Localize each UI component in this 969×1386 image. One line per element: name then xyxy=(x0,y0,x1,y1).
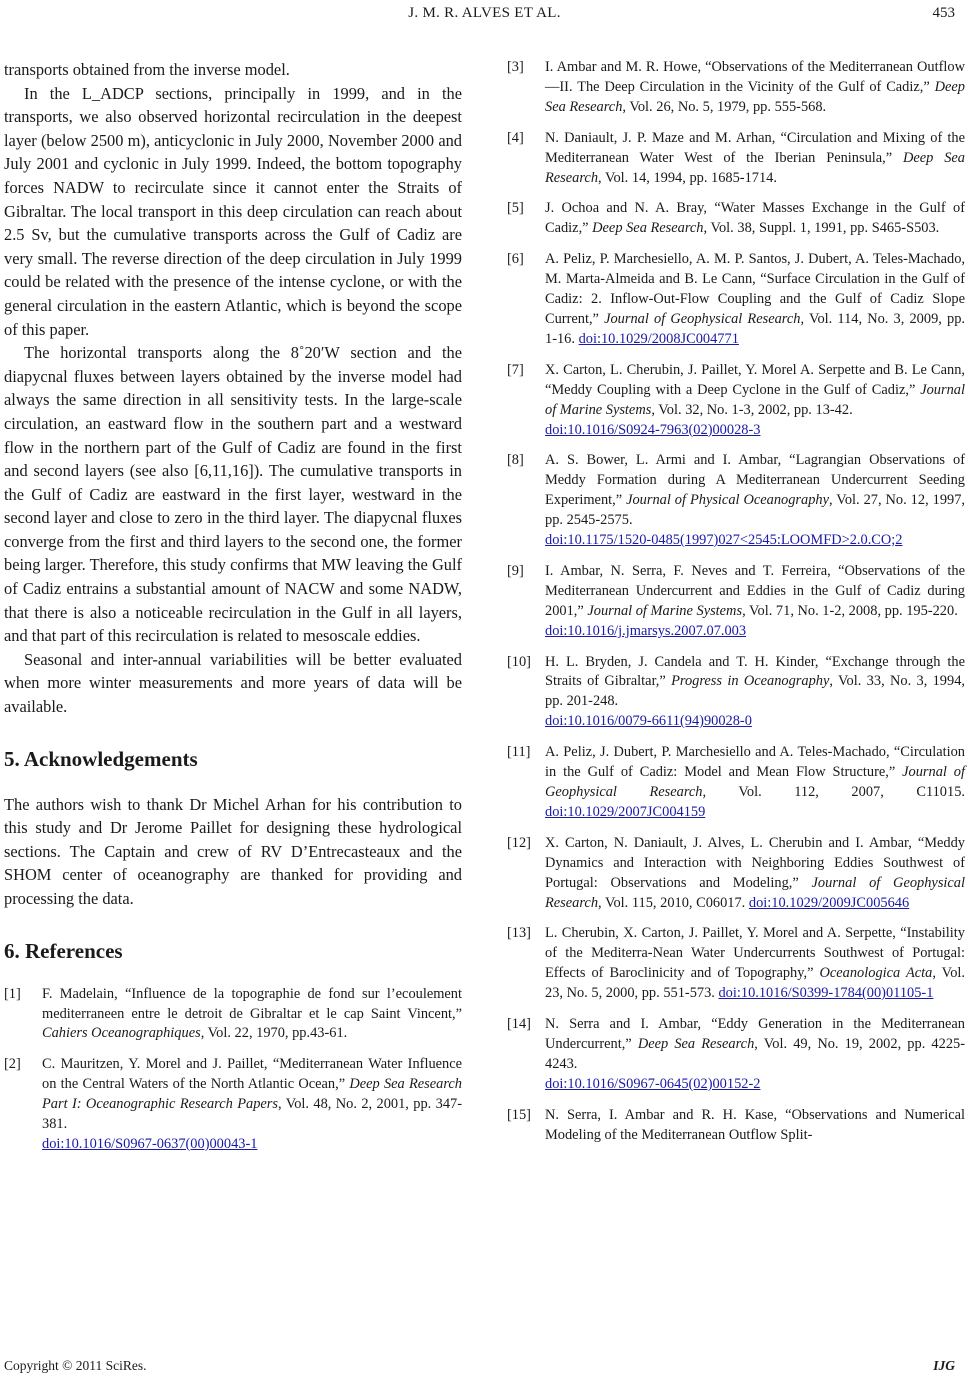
reference-number: [15] xyxy=(507,1106,531,1123)
reference-details: , Vol. 33, No. 3, 1994, pp. 201-248. xyxy=(545,673,965,710)
acknowledgements-text: The authors wish to thank Dr Michel Arhan for his contribution to this study and Dr Jerome Paillet for designing these hydrological sections. The Captain and crew of RV D’Entrecasteaux and the SHOM center of oceanography are thanked for providing and processing the data. xyxy=(4,794,462,908)
reference-text xyxy=(42,985,462,1045)
page-number: 453 xyxy=(932,5,955,21)
page-header xyxy=(0,5,969,27)
reference-journal: Deep Sea Research xyxy=(637,1035,755,1052)
reference-item xyxy=(507,562,965,642)
paragraph: In the L_ADCP sections, principally in 1999, and in the transports, we also observed horizontal recirculation in the deepest layer (below 2500 m), anticyclonic in July 2000, November 2000 and July 2001 and cyclonic in July 1999. Indeed, the bottom topography forces NADW to recirculate since it cannot enter the Straits of Gibraltar. The local transport in this deep circulation can reach about 2.5 Sv, but the cumulative transports across the Gulf of Cadiz are very small. The reverse direction of the deep circulation in July 1999 could be related with the presence of the intense cyclone, or with the general circulation in the eastern Atlantic, which is beyond the scope of this paper. xyxy=(4,83,462,339)
reference-citation: L. Cherubin, X. Carton, J. Paillet, Y. Morel and A. Serpette, “Instability of the Mediterra-Nean Water Undercurrents Southwest of Portugal: Effects of Baroclinicity and of Topography,” xyxy=(545,925,965,982)
reference-citation: N. Daniault, J. P. Maze and M. Arhan, “Circulation and Mixing of the Mediterranean Water West of the Iberian Peninsula,” xyxy=(545,129,965,166)
reference-citation: I. Ambar and M. R. Howe, “Observations of the Mediterranean Outflow—II. The Deep Circulation in the Vicinity of the Gulf of Cadiz,” xyxy=(545,59,965,95)
reference-details: , Vol. 26, No. 5, 1979, pp. 555-568. xyxy=(622,98,827,115)
doi-link[interactable]: doi:10.1016/0079-6611(94)90028-0 xyxy=(545,713,752,730)
reference-citation: A. S. Bower, L. Armi and I. Ambar, “Lagrangian Observations of Meddy Formation during A Mediterranean Undercurrent Seeding Experiment,” xyxy=(545,452,965,509)
reference-journal: Cahiers Oceanographiques xyxy=(42,1025,201,1042)
reference-text xyxy=(545,451,965,551)
reference-details: , Vol. 27, No. 12, 1997, pp. 2545-2575. xyxy=(545,492,965,529)
references-list-left xyxy=(4,985,462,1155)
reference-citation: H. L. Bryden, J. Candela and T. H. Kinder, “Exchange through the Straits of Gibraltar,” xyxy=(545,653,965,690)
reference-number: [3] xyxy=(507,59,524,75)
reference-number: [4] xyxy=(507,129,524,146)
reference-text xyxy=(545,562,965,642)
reference-journal: Journal of Physical Oceanography xyxy=(626,492,829,509)
reference-citation: A. Peliz, P. Marchesiello, A. M. P. Santos, J. Dubert, A. Teles-Machado, M. Marta-Almeida and B. Le Cann, “Surface Circulation in the Gulf of Cadiz: 2. Inflow-Out-Flow Coupling and the Gulf of Cadiz Slope Current,” xyxy=(545,251,965,327)
reference-item xyxy=(507,129,965,189)
doi-link[interactable]: doi:10.1175/1520-0485(1997)027<2545:LOOMFD>2.0.CO;2 xyxy=(545,532,903,549)
reference-text xyxy=(545,361,965,441)
reference-citation: C. Mauritzen, Y. Morel and J. Paillet, “Mediterranean Water Influence on the Central Waters of the North Atlantic Ocean,” xyxy=(42,1056,462,1093)
reference-item xyxy=(507,199,965,239)
reference-item xyxy=(4,1055,462,1155)
reference-citation: A. Peliz, J. Dubert, P. Marchesiello and A. Teles-Machado, “Circulation in the Gulf of Cadiz: Model and Mean Flow Structure,” xyxy=(545,744,965,781)
reference-journal: Oceanologica Acta xyxy=(819,965,933,982)
reference-text xyxy=(545,924,965,1004)
reference-number: [14] xyxy=(507,1016,531,1033)
acknowledgements-heading: 5. Acknowledgements xyxy=(4,746,198,771)
reference-text xyxy=(545,653,965,733)
reference-number: [11] xyxy=(507,744,531,761)
reference-item xyxy=(507,924,965,1004)
reference-item xyxy=(507,451,965,551)
reference-text xyxy=(545,250,965,350)
reference-number: [5] xyxy=(507,200,524,217)
reference-item xyxy=(507,1015,965,1095)
reference-number: [10] xyxy=(507,653,531,670)
reference-journal: Deep Sea Research xyxy=(592,220,704,237)
reference-number: [6] xyxy=(507,251,524,268)
reference-journal: Journal of Marine Systems xyxy=(587,602,743,619)
reference-text xyxy=(545,58,965,118)
reference-text xyxy=(545,129,965,189)
reference-details: , Vol. 115, 2010, C06017. xyxy=(598,894,749,911)
reference-text xyxy=(545,199,965,239)
doi-link[interactable]: doi:10.1029/2009JC005646 xyxy=(748,894,910,911)
reference-number: [7] xyxy=(507,361,524,378)
paragraph: Seasonal and inter-annual variabilities will be better evaluated when more winter measurements and more years of data will be available. xyxy=(4,649,462,717)
references-heading: 6. References xyxy=(4,938,123,963)
references-list-right xyxy=(507,58,965,1146)
doi-link[interactable]: doi:10.1029/2008JC004771 xyxy=(578,330,739,347)
reference-text xyxy=(42,1055,462,1155)
reference-details: , Vol. 49, No. 19, 2002, pp. 4225-4243. xyxy=(545,1035,966,1072)
doi-link[interactable]: doi:10.1016/S0399-1784(00)01105-1 xyxy=(718,985,934,1002)
reference-details: , Vol. 23, No. 5, 2000, pp. 551-573. xyxy=(545,965,966,1002)
right-column xyxy=(507,58,965,1157)
reference-journal: Journal of Geophysical Research xyxy=(545,764,965,800)
doi-link[interactable]: doi:10.1016/j.jmarsys.2007.07.003 xyxy=(545,622,747,639)
reference-citation: X. Carton, L. Cherubin, J. Paillet, Y. Morel A. Serpette and B. Le Cann, “Meddy Coupling with a Deep Cyclone in the Gulf of Cadiz,” xyxy=(545,361,965,398)
reference-details: , Vol. 32, No. 1-3, 2002, pp. 13-42. xyxy=(651,401,853,418)
reference-text xyxy=(545,1015,965,1095)
doi-link[interactable]: doi:10.1016/S0967-0637(00)00043-1 xyxy=(42,1135,258,1152)
left-column xyxy=(4,58,462,1166)
doi-link[interactable]: doi:10.1016/S0924-7963(02)00028-3 xyxy=(545,421,761,438)
reference-item xyxy=(4,985,462,1045)
reference-details: , Vol. 48, No. 2, 2001, pp. 347-381. xyxy=(42,1096,463,1133)
reference-journal: Journal of Geophysical Research xyxy=(545,874,965,911)
running-head-authors: J. M. R. ALVES ET AL. xyxy=(408,5,561,21)
reference-item xyxy=(507,58,965,118)
doi-link[interactable]: doi:10.1029/2007JC004159 xyxy=(545,803,706,820)
reference-text xyxy=(545,1106,965,1146)
reference-number: [12] xyxy=(507,834,531,851)
paragraph: The horizontal transports along the 8˚20′W section and the diapycnal fluxes between layers obtained by the inverse model had always the same direction in all sensitivity tests. In the large-scale circulation, an eastward flow in the southern part and a westward flow in the northern part of the Gulf of Cadiz are found in the first and second layers (see also [6,11,16]). The cumulative transports in the Gulf of Cadiz are eastward in the first layer, westward in the second layer and close to zero in the third layer. The diapycnal fluxes converge from the first and third layers to the second one, the former being larger. Therefore, this study confirms that MW leaving the Gulf of Cadiz entrains a substantial amount of NACW and some NADW, that there is also a noticeable recirculation in the Gulf in all layers, and that part of this recirculation is related to mesoscale eddies. xyxy=(4,343,462,646)
reference-journal: Journal of Geophysical Research xyxy=(604,310,801,327)
page-footer xyxy=(0,1358,969,1380)
reference-text xyxy=(545,743,965,823)
reference-number: [9] xyxy=(507,562,524,579)
doi-link[interactable]: doi:10.1016/S0967-0645(02)00152-2 xyxy=(545,1075,761,1092)
reference-details: , Vol. 71, No. 1-2, 2008, pp. 195-220. xyxy=(742,602,958,619)
journal-abbrev: IJG xyxy=(933,1358,955,1373)
reference-number: [2] xyxy=(4,1056,21,1073)
paragraph: transports obtained from the inverse model. xyxy=(4,60,290,79)
reference-item xyxy=(507,361,965,441)
reference-item xyxy=(507,653,965,733)
reference-details: , Vol. 14, 1994, pp. 1685-1714. xyxy=(598,169,777,186)
reference-item xyxy=(507,250,965,350)
reference-details: , Vol. 38, Suppl. 1, 1991, pp. S465-S503. xyxy=(703,220,940,237)
reference-number: [1] xyxy=(4,985,21,1002)
reference-journal: Deep Sea Research xyxy=(545,149,965,186)
reference-item xyxy=(507,1106,965,1146)
reference-citation: X. Carton, N. Daniault, J. Alves, L. Cherubin and I. Ambar, “Meddy Dynamics and Interaction with Neighboring Eddies Southwest of Portugal: Observations and Modeling,” xyxy=(545,834,965,891)
reference-item xyxy=(507,743,965,823)
reference-citation: I. Ambar, N. Serra, F. Neves and T. Ferreira, “Observations of the Mediterranean Undercurrent and Eddies in the Gulf of Cadiz during 2001,” xyxy=(545,562,965,619)
reference-number: [8] xyxy=(507,452,524,469)
reference-details: , Vol. 22, 1970, pp.43-61. xyxy=(200,1025,348,1042)
reference-number: [13] xyxy=(507,925,531,942)
reference-journal: Journal of Marine Systems xyxy=(545,381,965,418)
copyright-notice: Copyright © 2011 SciRes. xyxy=(4,1358,147,1373)
reference-journal: Deep Sea Research Part I: Oceanographic Research Papers xyxy=(42,1076,462,1113)
reference-journal: Progress in Oceanography xyxy=(671,673,830,690)
reference-citation: F. Madelain, “Influence de la topographie de fond sur l’ecoulement mediterraneen entre le detroit de Gibraltar et le cap Saint Vincent,” xyxy=(42,985,462,1022)
reference-citation: N. Serra and I. Ambar, “Eddy Generation in the Mediterranean Undercurrent,” xyxy=(545,1016,965,1052)
reference-details: , Vol. 112, 2007, C11015. xyxy=(702,784,965,800)
reference-citation: N. Serra, I. Ambar and R. H. Kase, “Observations and Numerical Modeling of the Mediterranean Outflow Split- xyxy=(545,1106,965,1143)
reference-journal: Deep Sea Research xyxy=(545,78,965,115)
reference-text xyxy=(545,834,965,914)
reference-details: , Vol. 114, No. 3, 2009, pp. 1-16. xyxy=(545,310,965,347)
reference-item xyxy=(507,834,965,914)
reference-citation: J. Ochoa and N. A. Bray, “Water Masses Exchange in the Gulf of Cadiz,” xyxy=(545,200,965,237)
